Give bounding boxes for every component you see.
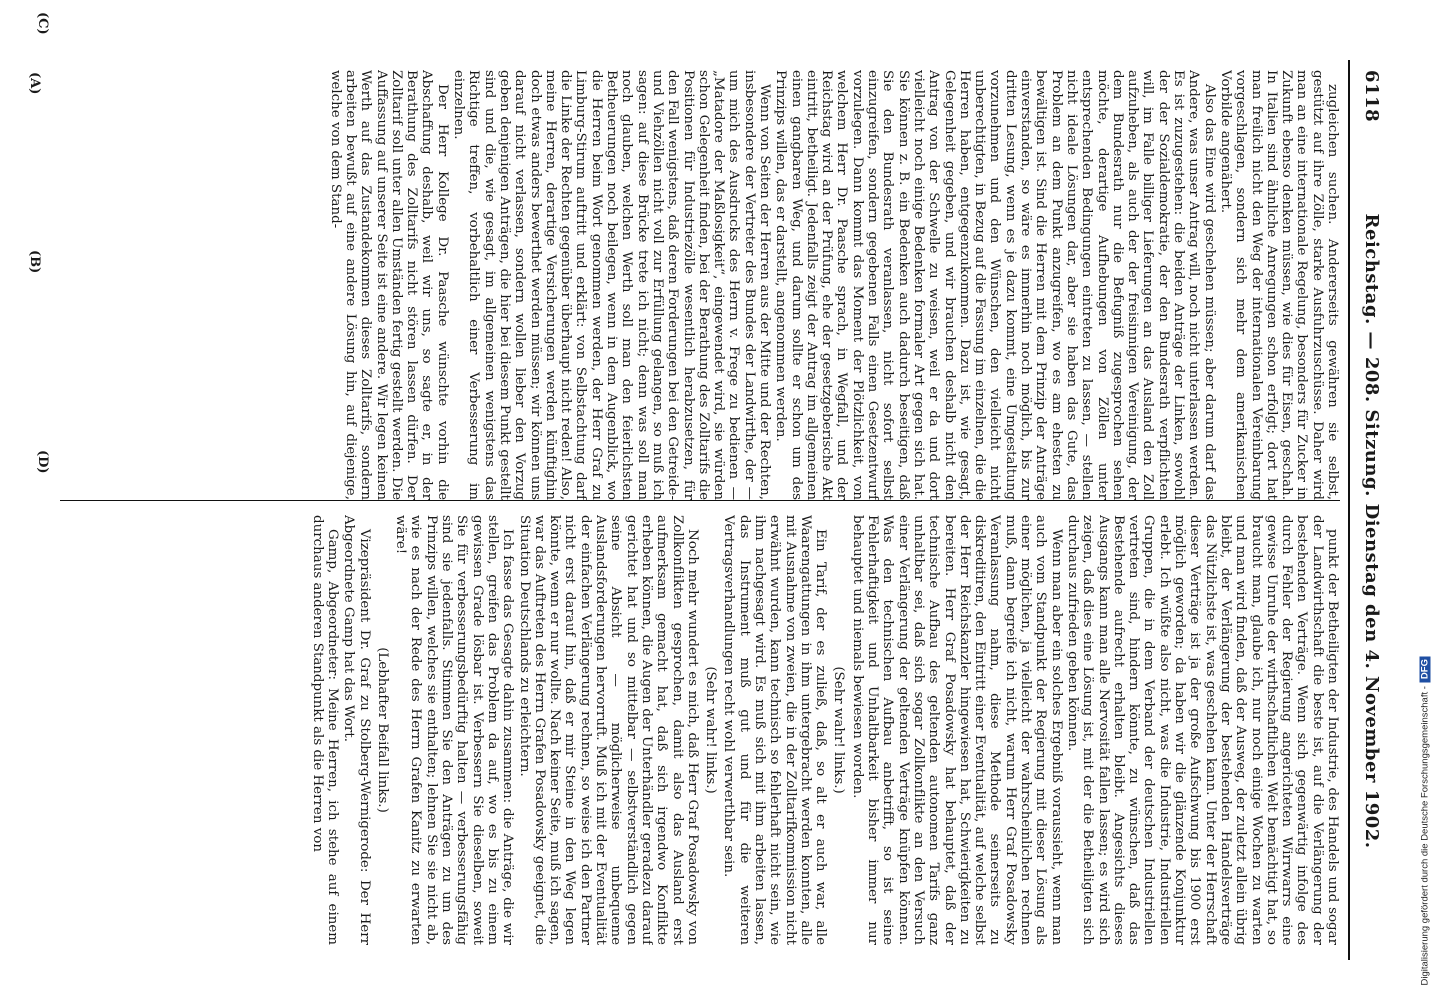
digitization-credit bbox=[1415, 10, 1429, 990]
credit-text: Digitalisierung gefördert durch die Deutsche Forschungsgemeinschaft - bbox=[1419, 686, 1431, 986]
paragraph: Also das Eine wird geschehen müssen; aber darum darf das Andere, was unser Antrag will, noch nicht unterlassen werden. Es ist zuzugestehen: die beiden Anträge der Linken, sowohl der der Sozialdemokratie, der den Bundesrath verpflichten will, im Falle billiger Lieferungen an das Ausland den Zoll aufzuheben, als auch der der freisinnigen Vereinigung, der dem Bundesrath nur die Befugniß zugesprochen sehen möchte, derartige Aufhebungen von Zöllen unter entsprechenden Bedingungen eintreten zu lassen, — stellen nicht ideale Lösungen dar, aber sie haben das Gute, das Problem an dem Punkt anzugreifen, wo es am ehesten zu bewältigen ist. Sind die Herren mit dem Prinzip der Anträge einverstanden, so wäre es immerhin noch möglich, bis zur dritten Lesung, wenn es je dazu kommt, eine Umgestaltung vorzunehmen und den Wünschen, den vielleicht nicht unberechtigten, in Bezug auf die Fassung im einzelnen, die die Herren haben, entgegenzukommen. Dazu ist, wie gesagt, Gelegenheit gegeben, und wir brauchen deshalb nicht den Antrag von der Schwelle zu weisen, weil er da und dort vielleicht noch einige Bedenken formaler Art gegen sich hat. Sie können z. B. ein Bedenken auch dadurch beseitigen, daß Sie den Bundesrath veranlassen, nicht sofort selbst einzugreifen, sondern gegebenen Falls einen Gesetzentwurf vorzulegen. Dann kommt das Moment der Plötzlichkeit, von welchem Herr Dr. Paasche sprach, in Wegfall, und der Reichstag wird an der Prüfung, ehe der gesetzgeberische Akt eintritt, betheiligt. Jedenfalls zeigt der Antrag im allgemeinen einen gangbaren Weg, und darum sollte er schon um des Prinzips willen, das er darstellt, angenommen werden. bbox=[773, 70, 1217, 500]
page-number: 6118 bbox=[1361, 70, 1383, 123]
paragraph: Wenn von Seiten der Herren aus der Mitte und der Rechten, insbesondere der Vertreter des Bundes der Landwirthe, der — um mich des Ausdrucks des Herrn v. Frege zu bedienen — „Matadore der Maßlosigkeit“, eingewendet wird, sie würden schon Gelegenheit finden, bei der Berathung des Zolltarifs die Positionen für Industriezölle wesentlich herabzusetzen, für den Fall wenigstens, daß deren Forderungen bei den Getreide- und Viehzöllen nicht voll zur Erfüllung gelangen, so muß ich sagen: auf diese Brücke trete ich nicht; denn was soll man noch glauben, welchen Werth soll man den feierlichsten Betheuerungen noch beilegen, wenn in dem Augenblick, wo die Herren beim Wort genommen werden, der Herr Graf zu Limburg-Stirum auftritt und erklärt: von Selbstachtung darf die Linke der Rechten gegenüber überhaupt nicht reden! Also, meine Herren, derartige Versicherungen werden künftighin doch etwas anders bewerthet werden müssen; wir können uns darauf nicht verlassen, sondern wollen lieber den Vorzug geben denjenigen Anträgen, die hier bei diesem Punkt gestellt sind und die, wie gesagt, im allgemeinen wenigstens das Richtige treffen, vorbehaltlich einer Verbesserung im einzelnen. bbox=[451, 70, 773, 500]
paragraph: Vizepräsident Dr. Graf zu Stolberg-Wernigerode: Der Herr Abgeordnete Gamp hat das Wort. bbox=[341, 515, 372, 945]
interjection: (Sehr wahr! links.) bbox=[703, 666, 719, 794]
paragraph: Ich fasse das Gesagte dahin zusammen: die Anträge, die wir stellen, greifen das Problem da auf, wo es bis zu einem gewissen Grade lösbar ist. Verbessern Sie dieselben, soweit Sie für verbesserungsbedürftig halten — verbesserungsfähig sind sie jedenfalls. Stimmen Sie den Anträgen zu um des Prinzips willen, welches sie enthalten; lehnen Sie sie nicht ab, wie es nach der Rede des Herrn Grafen Kanitz zu erwarten wäre! bbox=[393, 515, 516, 945]
paragraph: Ein Tarif, der es zuließ, daß, so alt er auch war, alle Waarengattungen in ihm untergebracht werden konnten, alle mit Ausnahme von zweien, die in der Zolltarifkommission nicht erwähnt wurden, kann technisch so fehlerhaft nicht sein, wie ihm nachgesagt wird. Es muß sich mit ihm arbeiten lassen, das Instrument muß gut und für die weiteren Vertragsverhandlungen recht wohl verwerthbar sein. bbox=[721, 515, 829, 945]
paragraph: Der Herr Kollege Dr. Paasche wünschte vorhin die Abschaffung deshalb, weil wir uns, so sagte er, in der Berathung des Zolltarifs nicht stören lassen dürfen. Der Zolltarif soll unter allen Umständen fertig gestellt werden. Die Auffassung auf unserer Seite ist eine andere. Wir legen keinen Werth auf das Zustandekommen dieses Zolltarifs, sondern arbeiten bewußt auf eine andere Lösung hin, auf diejenige, welche von dem Stand- bbox=[327, 70, 450, 500]
page-title: Reichstag. — 208. Sitzung. Dienstag den 4. November 1902. bbox=[1361, 213, 1383, 849]
paragraph: Noch mehr wundert es mich, daß Herr Graf Posadowsky von Zollkonflikten gesprochen, damit also das Ausland erst aufmerksam gemacht hat, daß sich irgendwo Konflikte erheben können, die Augen der Unterhändler geradezu darauf gerichtet hat und so mittelbar — selbstverständlich gegen seine Absicht — möglicherweise unbequeme Auslandsforderungen hervorruft. Muß ich mit der Eventualität der einfachen Verlängerung rechnen, so weise ich den Partner nicht erst darauf hin, daß er mir Steine in den Weg legen könnte, wenn er nur wollte. Nach keiner Seite, muß ich sagen, war das Auftreten des Herrn Grafen Posadowsky geeignet, die Situation Deutschlands zu erleichtern. bbox=[516, 515, 700, 945]
paragraph: Gamp, Abgeordneter: Meine Herren, ich stehe auf einem durchaus anderen Standpunkt als die Herren von bbox=[309, 515, 340, 945]
header-rule bbox=[1348, 60, 1350, 960]
page-header bbox=[1352, 70, 1392, 940]
interjection: (Sehr wahr! links.) bbox=[831, 666, 847, 794]
right-column bbox=[60, 515, 1340, 945]
dfg-logo: DFG bbox=[1420, 656, 1431, 682]
interjection: (Lebhafter Beifall links.) bbox=[374, 647, 390, 813]
margin-marker-c: (C) bbox=[35, 12, 50, 35]
paragraph: punkt der Betheiligten der Industrie, des Handels und sogar der Landwirthschaft die beste ist, auf die Verlängerung der bestehenden Verträge. Wenn sich gegenwärtig infolge des durch Fehler der Regierung angerichteten Wirrwarrs eine gewisse Unruhe der wirthschaftlichen Welt bemächtigt hat, so braucht man, glaube ich, nur noch einige Wochen zu warten und man wird finden, daß der Ausweg, der zuletzt allein übrig bleibt, der Verlängerung der bestehenden Handelsverträge das Nützlichste ist, was geschehen kann. Unter der Herrschaft dieser Verträge ist ja der große Aufschwung bis 1900 erst möglich geworden; da haben wir die glänzende Konjunktur erlebt. Ich wüßte also nicht, was die Industrie, Industriellen Gruppen, die in dem Verband der deutschen Industriellen vertreten sind, hindern könnte, zu wünschen, daß das Bestehende aufrecht erhalten bleibt. Angesichts dieses Ausgangs kann man alle Nervosität fallen lassen; es wird sich zeigen, daß dies eine Lösung ist, mit der die Betheiligten sich durchaus zufrieden geben können. bbox=[1064, 515, 1340, 945]
margin-marker-a: (A) bbox=[27, 72, 42, 95]
paragraph: Wenn man aber ein solches Ergebniß voraussieht, wenn man auch vom Standpunkt der Regierung mit dieser Lösung als einer möglichen, ja vielleicht der wahrscheinlichen rechnen muß, dann begreife ich nicht, warum Herr Graf Posadowsky Veranlassung nahm, diese Methode seinerseits zu diskreditiren, den Eintritt einer Eventualität, auf welche selbst der Herr Reichskanzler hingewiesen hat, Schwierigkeiten zu bereiten. Herr Graf Posadowsky hat behauptet, daß der technische Aufbau des geltenden autonomen Tarifs ganz unhaltbar sei, daß sich sogar Zollkonflikte an den Versuch einer Verlängerung der geltenden Verträge knüpfen können. Was den technischen Aufbau anbetrifft, so ist seine Fehlerhaftigkeit und Unhaltbarkeit bisher immer nur behauptet und niemals bewiesen worden. bbox=[849, 515, 1064, 945]
margin-marker-b: (B) bbox=[27, 250, 42, 274]
column-divider bbox=[60, 500, 1340, 501]
margin-marker-d: (D) bbox=[35, 450, 50, 474]
paragraph: zugleichen suchen. Andererseits gewähren sie selbst, gestützt auf ihre Zölle, starke Ausfuhrzuschüsse. Daher wird man an eine internationale Regelung, besonders für Zucker in Zukunft ebenso denken müssen, wie dies für Eisen, geschah. In Italien sind ähnliche Anregungen schon erfolgt; dort hat man freilich nicht den Weg der internationalen Vereinbarung vorgeschlagen, sondern sich mehr dem amerikanischen Vorbilde angenähert. bbox=[1217, 70, 1340, 500]
left-column bbox=[60, 70, 1340, 500]
